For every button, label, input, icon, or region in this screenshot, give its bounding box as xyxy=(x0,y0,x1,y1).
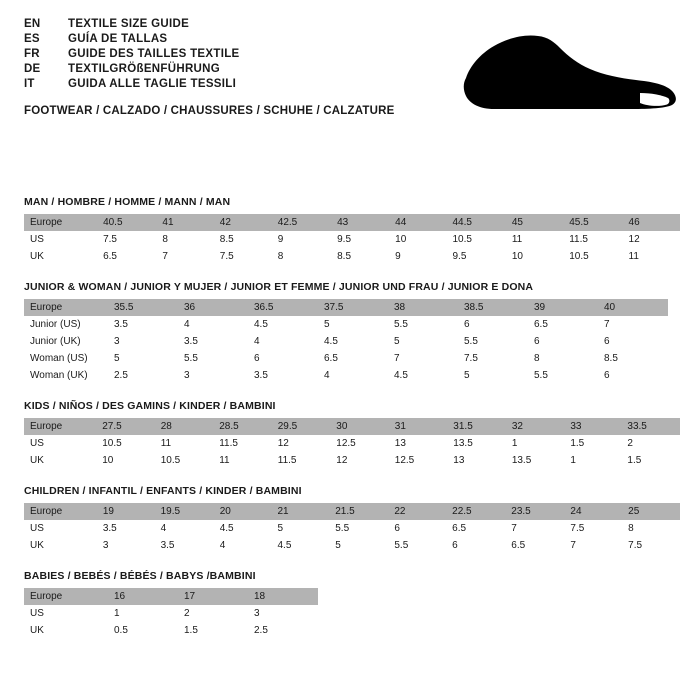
row-label: UK xyxy=(24,622,108,639)
size-cell: 11.5 xyxy=(272,452,331,469)
language-title: GUÍA DE TALLAS xyxy=(68,33,168,45)
size-cell: 7.5 xyxy=(97,231,156,248)
size-cell: 12 xyxy=(330,452,389,469)
language-code: ES xyxy=(24,33,40,45)
size-cell: 21 xyxy=(277,506,289,517)
size-cell: 8.5 xyxy=(331,248,389,265)
row-label: UK xyxy=(24,248,97,265)
size-cell: 31 xyxy=(394,421,406,432)
table-row xyxy=(24,435,680,452)
size-cell: 5.5 xyxy=(458,333,528,350)
row-label: US xyxy=(24,231,97,248)
dress-shoe-icon xyxy=(456,26,686,116)
size-cell: 6 xyxy=(598,367,668,384)
size-cell: 29.5 xyxy=(277,421,298,432)
size-cell: 2 xyxy=(621,435,680,452)
size-section xyxy=(24,570,680,639)
size-cell: 13.5 xyxy=(506,452,565,469)
size-cell: 18 xyxy=(254,591,266,602)
size-cell: 10 xyxy=(389,231,446,248)
row-label: US xyxy=(24,520,97,537)
size-cell: 7.5 xyxy=(458,350,528,367)
language-row xyxy=(24,78,464,90)
row-label: UK xyxy=(24,452,96,469)
size-cell: 6 xyxy=(248,350,318,367)
size-tables xyxy=(24,196,680,655)
size-cell: 19.5 xyxy=(160,506,181,517)
size-cell: 7.5 xyxy=(564,520,622,537)
section-title: CHILDREN / INFANTIL / ENFANTS / KINDER / BAMBINI xyxy=(24,485,302,497)
size-cell: 4 xyxy=(155,520,214,537)
size-cell: 6.5 xyxy=(505,537,564,554)
size-cell: 5 xyxy=(329,537,388,554)
language-row xyxy=(24,48,464,60)
size-cell: 23.5 xyxy=(511,506,531,517)
size-cell: 3 xyxy=(248,605,318,622)
size-cell: 43 xyxy=(337,217,349,228)
size-cell: 5.5 xyxy=(528,367,598,384)
size-cell: 6.5 xyxy=(97,248,156,265)
size-cell: 5.5 xyxy=(329,520,388,537)
size-cell: 25 xyxy=(628,506,640,517)
size-cell: 6.5 xyxy=(528,316,598,333)
language-code: DE xyxy=(24,63,41,75)
size-cell: 31.5 xyxy=(453,421,473,432)
size-cell: 5.5 xyxy=(388,537,446,554)
size-cell: 9 xyxy=(389,248,446,265)
size-cell: 10.5 xyxy=(563,248,622,265)
size-cell: 6 xyxy=(528,333,598,350)
size-cell: 10.5 xyxy=(155,452,214,469)
row-label: Europe xyxy=(30,217,63,228)
size-section xyxy=(24,196,680,265)
language-title-list xyxy=(24,18,464,90)
size-cell: 40.5 xyxy=(103,217,123,228)
table-row xyxy=(24,316,668,333)
size-cell: 5 xyxy=(108,350,178,367)
size-cell: 11 xyxy=(213,452,272,469)
row-label: Junior (UK) xyxy=(24,333,108,350)
size-cell: 33.5 xyxy=(627,421,647,432)
size-cell: 7 xyxy=(156,248,213,265)
size-cell: 8.5 xyxy=(214,231,272,248)
table-row xyxy=(24,367,668,384)
size-cell: 11 xyxy=(506,231,563,248)
row-label: Europe xyxy=(30,421,63,432)
table-header-row xyxy=(24,588,318,605)
size-cell: 7 xyxy=(388,350,458,367)
size-cell: 1.5 xyxy=(621,452,680,469)
size-cell: 10.5 xyxy=(447,231,506,248)
row-label: Woman (UK) xyxy=(24,367,108,384)
table-row xyxy=(24,248,680,265)
language-row xyxy=(24,18,464,30)
size-cell: 28 xyxy=(160,421,172,432)
size-cell: 2.5 xyxy=(248,622,318,639)
size-cell: 11 xyxy=(155,435,214,452)
size-cell: 27.5 xyxy=(102,421,122,432)
size-cell: 7.5 xyxy=(214,248,272,265)
size-cell: 3 xyxy=(97,537,155,554)
size-cell: 4.5 xyxy=(248,316,318,333)
table-row xyxy=(24,537,680,554)
size-section xyxy=(24,281,680,384)
size-cell: 45.5 xyxy=(569,217,589,228)
row-label: US xyxy=(24,605,108,622)
size-cell: 4.5 xyxy=(271,537,329,554)
size-cell: 1 xyxy=(506,435,565,452)
size-cell: 1.5 xyxy=(564,435,621,452)
size-cell: 6 xyxy=(446,537,505,554)
size-cell: 8 xyxy=(156,231,213,248)
language-code: IT xyxy=(24,78,35,90)
size-cell: 32 xyxy=(511,421,523,432)
size-cell: 4.5 xyxy=(318,333,388,350)
size-cell: 11.5 xyxy=(563,231,622,248)
size-cell: 2 xyxy=(178,605,248,622)
language-row xyxy=(24,63,464,75)
language-title: TEXTILE SIZE GUIDE xyxy=(68,18,190,30)
size-cell: 8.5 xyxy=(598,350,668,367)
size-cell: 13 xyxy=(447,452,506,469)
size-cell: 20 xyxy=(219,506,231,517)
section-title: KIDS / NIÑOS / DES GAMINS / KINDER / BAMBINI xyxy=(24,400,276,412)
size-cell: 12.5 xyxy=(389,452,448,469)
size-cell: 3 xyxy=(108,333,178,350)
size-cell: 4 xyxy=(178,316,248,333)
table-header-row xyxy=(24,299,668,316)
size-cell: 21.5 xyxy=(335,506,355,517)
category-heading: FOOTWEAR / CALZADO / CHAUSSURES / SCHUHE / CALZATURE xyxy=(24,105,395,117)
table-row xyxy=(24,605,318,622)
size-cell: 44 xyxy=(395,217,407,228)
size-cell: 30 xyxy=(336,421,348,432)
size-cell: 8 xyxy=(272,248,331,265)
size-cell: 36 xyxy=(184,302,196,313)
size-cell: 4.5 xyxy=(214,520,272,537)
size-cell: 7 xyxy=(598,316,668,333)
size-cell: 40 xyxy=(604,302,616,313)
size-cell: 5 xyxy=(388,333,458,350)
size-cell: 0.5 xyxy=(108,622,178,639)
size-cell: 46 xyxy=(628,217,640,228)
size-cell: 12 xyxy=(272,435,331,452)
size-cell: 16 xyxy=(114,591,126,602)
size-cell: 3.5 xyxy=(178,333,248,350)
row-label: Woman (US) xyxy=(24,350,108,367)
size-cell: 6.5 xyxy=(318,350,388,367)
size-cell: 3.5 xyxy=(155,537,214,554)
size-cell: 2.5 xyxy=(108,367,178,384)
size-cell: 5 xyxy=(458,367,528,384)
language-code: FR xyxy=(24,48,40,60)
size-cell: 1 xyxy=(108,605,178,622)
section-title: JUNIOR & WOMAN / JUNIOR Y MUJER / JUNIOR ET FEMME / JUNIOR UND FRAU / JUNIOR E DONA xyxy=(24,281,534,293)
table-row xyxy=(24,622,318,639)
size-cell: 5.5 xyxy=(388,316,458,333)
size-table xyxy=(24,588,318,639)
language-code: EN xyxy=(24,18,41,30)
size-cell: 33 xyxy=(570,421,582,432)
size-cell: 9.5 xyxy=(331,231,389,248)
size-cell: 22.5 xyxy=(452,506,472,517)
size-cell: 44.5 xyxy=(452,217,472,228)
size-table xyxy=(24,503,680,554)
row-label: UK xyxy=(24,537,97,554)
size-cell: 8 xyxy=(622,520,680,537)
size-cell: 4.5 xyxy=(388,367,458,384)
size-cell: 6 xyxy=(458,316,528,333)
table-row xyxy=(24,231,680,248)
size-cell: 37.5 xyxy=(324,302,344,313)
size-cell: 17 xyxy=(184,591,196,602)
table-header-row xyxy=(24,503,680,520)
language-title: GUIDA ALLE TAGLIE TESSILI xyxy=(68,78,237,90)
size-table xyxy=(24,214,680,265)
size-table xyxy=(24,299,668,384)
size-cell: 1 xyxy=(564,452,621,469)
size-cell: 1.5 xyxy=(178,622,248,639)
size-cell: 3 xyxy=(178,367,248,384)
size-cell: 4 xyxy=(318,367,388,384)
size-cell: 7.5 xyxy=(622,537,680,554)
size-cell: 7 xyxy=(505,520,564,537)
size-cell: 3.5 xyxy=(97,520,155,537)
size-cell: 5 xyxy=(271,520,329,537)
row-label: Europe xyxy=(30,302,63,313)
table-row xyxy=(24,452,680,469)
size-cell: 10 xyxy=(506,248,563,265)
size-cell: 12 xyxy=(623,231,680,248)
row-label: Junior (US) xyxy=(24,316,108,333)
size-cell: 5.5 xyxy=(178,350,248,367)
language-row xyxy=(24,33,464,45)
table-row xyxy=(24,520,680,537)
document-header xyxy=(24,18,464,117)
row-label: US xyxy=(24,435,96,452)
size-cell: 11 xyxy=(623,248,680,265)
size-cell: 9 xyxy=(272,231,331,248)
size-cell: 10.5 xyxy=(96,435,155,452)
size-cell: 3.5 xyxy=(248,367,318,384)
size-cell: 6 xyxy=(388,520,446,537)
size-cell: 5 xyxy=(318,316,388,333)
language-title: TEXTILGRÖßENFÜHRUNG xyxy=(68,63,220,75)
size-cell: 12.5 xyxy=(330,435,389,452)
size-cell: 45 xyxy=(511,217,523,228)
size-cell: 22 xyxy=(394,506,406,517)
size-section xyxy=(24,400,680,469)
language-title: GUIDE DES TAILLES TEXTILE xyxy=(68,48,240,60)
section-title: MAN / HOMBRE / HOMME / MANN / MAN xyxy=(24,196,231,208)
size-cell: 7 xyxy=(564,537,622,554)
row-label: Europe xyxy=(30,591,63,602)
size-cell: 3.5 xyxy=(108,316,178,333)
table-header-row xyxy=(24,214,680,231)
size-section xyxy=(24,485,680,554)
size-cell: 35.5 xyxy=(114,302,134,313)
size-cell: 41 xyxy=(162,217,174,228)
size-cell: 24 xyxy=(570,506,582,517)
size-cell: 11.5 xyxy=(213,435,272,452)
size-cell: 42.5 xyxy=(277,217,298,228)
table-row xyxy=(24,350,668,367)
size-cell: 10 xyxy=(96,452,155,469)
size-cell: 9.5 xyxy=(447,248,506,265)
row-label: Europe xyxy=(30,506,63,517)
size-cell: 19 xyxy=(102,506,114,517)
size-cell: 4 xyxy=(214,537,272,554)
size-cell: 38.5 xyxy=(464,302,484,313)
size-cell: 36.5 xyxy=(254,302,274,313)
size-cell: 13.5 xyxy=(447,435,506,452)
size-cell: 13 xyxy=(389,435,448,452)
table-row xyxy=(24,333,668,350)
size-cell: 38 xyxy=(394,302,406,313)
size-cell: 8 xyxy=(528,350,598,367)
table-header-row xyxy=(24,418,680,435)
size-cell: 42 xyxy=(219,217,231,228)
size-cell: 6.5 xyxy=(446,520,505,537)
size-cell: 4 xyxy=(248,333,318,350)
section-title: BABIES / BEBÉS / BÉBÉS / BABYS /BAMBINI xyxy=(24,570,256,582)
size-cell: 39 xyxy=(534,302,546,313)
size-cell: 6 xyxy=(598,333,668,350)
size-cell: 28.5 xyxy=(219,421,239,432)
size-table xyxy=(24,418,680,469)
